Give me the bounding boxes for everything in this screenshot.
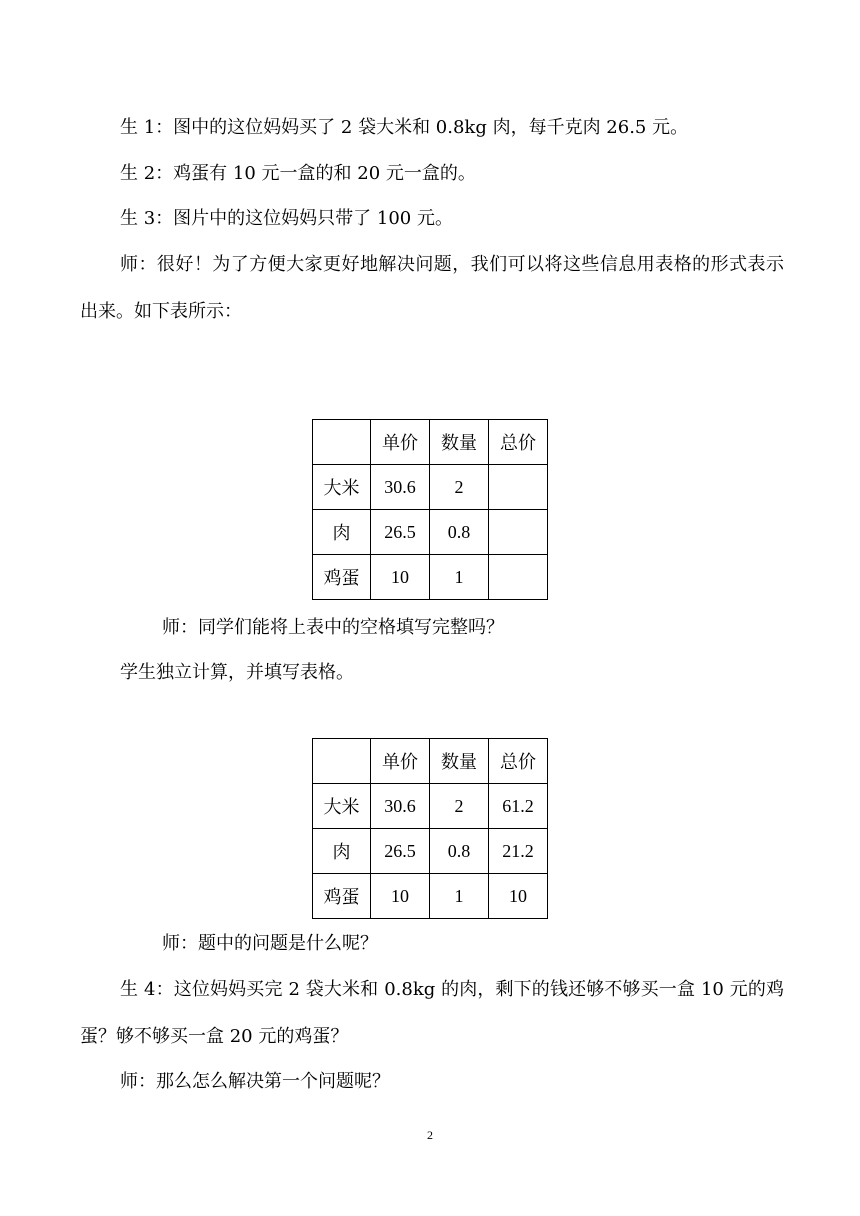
table-row (313, 510, 548, 555)
table-cell: 2 (430, 784, 489, 829)
table-header-cell: 总价 (489, 739, 548, 784)
table-row (313, 465, 548, 510)
paragraph-teacher-1: 师：很好！为了方便大家更好地解决问题，我们可以将这些信息用表格的形式表示出来。如下表所示： (80, 254, 784, 322)
table-cell (489, 465, 548, 510)
info-table-blank (312, 419, 548, 600)
paragraph-teacher-3: 师：题中的问题是什么呢？ (162, 933, 378, 954)
paragraph-teacher-2: 师：同学们能将上表中的空格填写完整吗？ (162, 617, 504, 638)
table-header-row (313, 420, 548, 465)
table-cell: 1 (430, 555, 489, 600)
table-row (313, 829, 548, 874)
table-cell: 10 (371, 555, 430, 600)
paragraph-student-4: 生 4：这位妈妈买完 2 袋大米和 0.8kg 的肉，剩下的钱还够不够买一盒 10 元的鸡蛋？够不够买一盒 20 元的鸡蛋？ (80, 979, 784, 1047)
table-header-cell (313, 739, 371, 784)
table-header-cell: 总价 (489, 420, 548, 465)
table-cell: 肉 (313, 829, 371, 874)
paragraph-student-1: 生 1：图中的这位妈妈买了 2 袋大米和 0.8kg 肉，每千克肉 26.5 元。 (120, 117, 689, 138)
table-cell: 2 (430, 465, 489, 510)
table-cell: 0.8 (430, 829, 489, 874)
table-cell (489, 510, 548, 555)
table-header-row (313, 739, 548, 784)
table-cell: 30.6 (371, 465, 430, 510)
table-row (313, 874, 548, 919)
table-cell: 肉 (313, 510, 371, 555)
table-cell: 10 (371, 874, 430, 919)
table-row (313, 555, 548, 600)
table-cell: 鸡蛋 (313, 555, 371, 600)
info-table-filled (312, 738, 548, 919)
table-header-cell (313, 420, 371, 465)
table-header-cell: 数量 (430, 420, 489, 465)
table-row (313, 784, 548, 829)
table-cell: 10 (489, 874, 548, 919)
table-cell: 大米 (313, 465, 371, 510)
table-cell: 1 (430, 874, 489, 919)
table-header-cell: 单价 (371, 420, 430, 465)
table-cell (489, 555, 548, 600)
table-cell: 大米 (313, 784, 371, 829)
paragraph-student-2: 生 2：鸡蛋有 10 元一盒的和 20 元一盒的。 (120, 163, 476, 184)
paragraph-students-calc: 学生独立计算，并填写表格。 (120, 662, 354, 683)
table-header-cell: 单价 (371, 739, 430, 784)
paragraph-teacher-4: 师：那么怎么解决第一个问题呢？ (120, 1071, 390, 1092)
table-cell: 26.5 (371, 510, 430, 555)
table-cell: 0.8 (430, 510, 489, 555)
table-cell: 61.2 (489, 784, 548, 829)
page-number: 2 (427, 1128, 433, 1142)
table-cell: 鸡蛋 (313, 874, 371, 919)
paragraph-student-3: 生 3：图片中的这位妈妈只带了 100 元。 (120, 208, 453, 229)
table-cell: 26.5 (371, 829, 430, 874)
table-cell: 30.6 (371, 784, 430, 829)
table-cell: 21.2 (489, 829, 548, 874)
table-header-cell: 数量 (430, 739, 489, 784)
